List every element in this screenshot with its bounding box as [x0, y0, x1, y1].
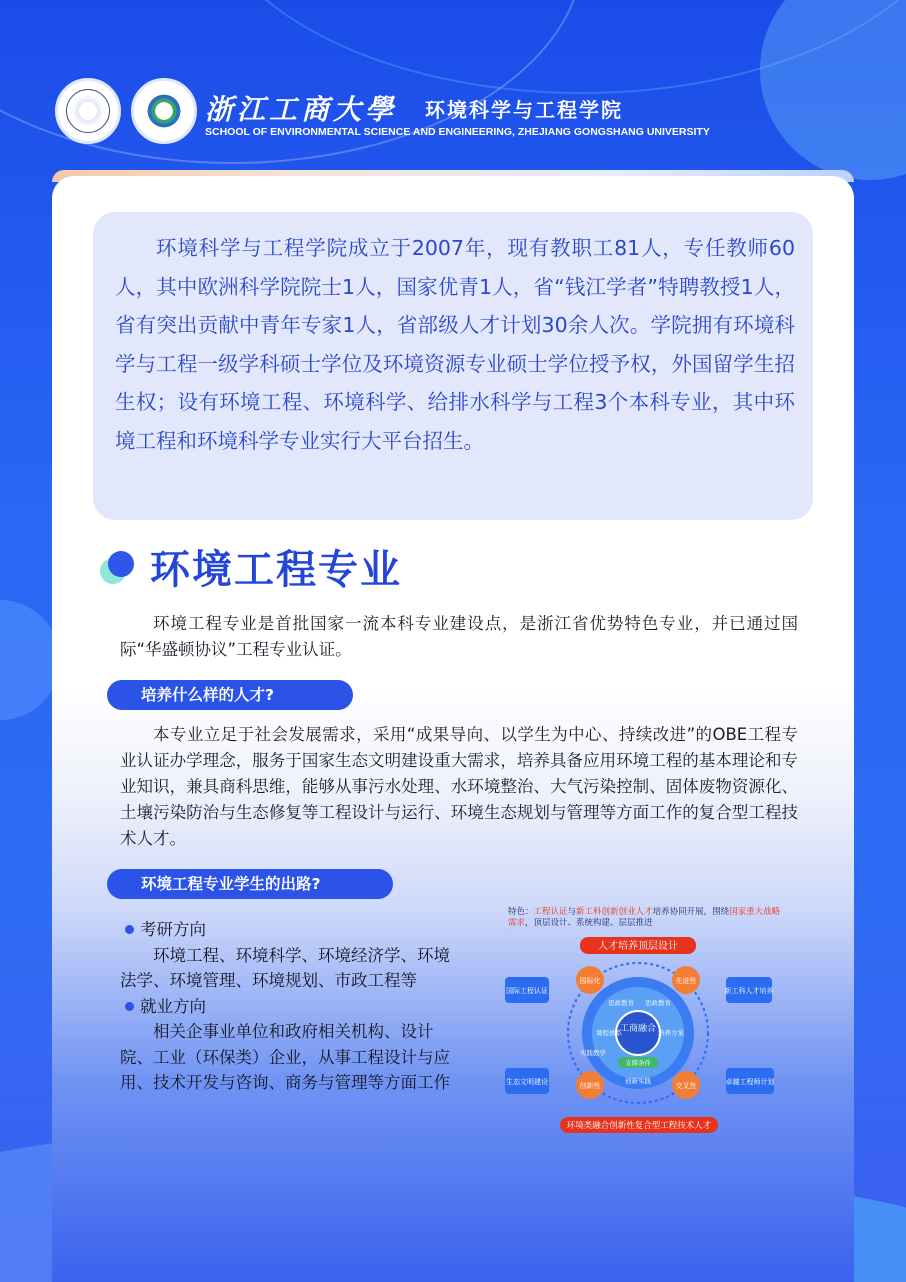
outer-node-label: 交叉性 — [675, 1082, 697, 1090]
ring-label: 思政教育 — [608, 999, 634, 1007]
side-box-label: 国际工程认证 — [506, 987, 548, 995]
bottom-banner-text: 环境类融合创新性复合型工程技术人才 — [566, 1121, 712, 1131]
ring-label: 实践教学 — [580, 1049, 606, 1057]
school-name-english: SCHOOL OF ENVIRONMENTAL SCIENCE AND ENGINEERING, ZHEJIANG GONGSHANG UNIVERSITY — [205, 126, 710, 138]
center-text: 工商融合 — [619, 1024, 657, 1034]
career-title: 就业方向 — [120, 994, 460, 1020]
career-list — [120, 917, 460, 1096]
career-text: 相关企事业单位和政府相关机构、设计院、工业（环保类）企业，从事工程设计与应用、技术开发与咨询、商务与管理等方面工作 — [120, 1022, 450, 1092]
ring-label: 课程体系 — [596, 1029, 622, 1037]
feature-text: ，顶层设计、系统构建、层层推进 — [525, 918, 653, 928]
header — [55, 78, 855, 148]
ring-label: 培养方案 — [658, 1029, 684, 1037]
side-box-label: 新工科人才培养 — [724, 987, 774, 995]
section-title: 环境工程专业 — [150, 547, 402, 593]
feature-highlight: 工程认证 — [533, 907, 568, 917]
section-bullet-icon — [108, 551, 134, 577]
talent-text: 本专业立足于社会发展需求，采用“成果导向、以学生为中心、持续改进”的OBE工程专业认证办学理念，服务于国家生态文明建设重大需求，培养具备应用环境工程的基本理论和专业知识，兼具商科思维，能够从事污水处理、水环境整治、大气污染控制、固体废物资源化、土壤污染防治与生态修复等工程设计与运行、环境生态规划与管理等方面工作的复合型工程技术人才。 — [120, 725, 798, 848]
outer-node-label: 国际化 — [579, 977, 601, 985]
intro-text: 环境科学与工程学院成立于2007年，现有教职工81人，专任教师60人，其中欧洲科学院院士1人，国家优青1人，省“钱江学者”特聘教授1人，省有突出贡献中青年专家1人，省部级人才计划30余人次。学院拥有环境科学与工程一级学科硕士学位及环境资源专业硕士学位授予权，外国留学生招生权；设有环境工程、环境科学、给排水科学与工程3个本科专业，其中环境工程和环境科学专业实行大平台招生。 — [115, 236, 795, 453]
outer-node-label: 创新性 — [579, 1082, 601, 1090]
school-logo — [131, 78, 197, 144]
major-summary: 环境工程专业是首批国家一流本科专业建设点，是浙江省优势特色专业，并已通过国际“华盛顿协议”工程专业认证。 — [120, 614, 798, 659]
ring-label: 创新实践 — [625, 1077, 651, 1085]
feature-prefix: 特色： — [508, 907, 534, 917]
feature-highlight: 新工科创新创业人才 — [576, 907, 653, 917]
diagram-feature-note — [508, 907, 783, 929]
decor-circle — [0, 600, 60, 720]
talent-heading: 培养什么样的人才? — [107, 680, 353, 710]
career-title: 考研方向 — [120, 917, 460, 943]
university-logo — [55, 78, 121, 144]
school-name: 环境科学与工程学院 — [425, 98, 623, 122]
feature-highlight: 国家重大战略需求 — [508, 907, 781, 928]
feature-text: 与 — [567, 907, 577, 917]
side-box-label: 卓越工程师计划 — [725, 1078, 775, 1086]
side-box-label: 生态文明建设 — [506, 1078, 548, 1086]
diagram-svg — [500, 935, 790, 1140]
ring-label: 支撑条件 — [625, 1059, 651, 1067]
career-heading: 环境工程专业学生的出路? — [107, 869, 393, 899]
talent-training-diagram — [500, 935, 790, 1140]
ring-label: 思政教育 — [645, 999, 671, 1007]
career-text: 环境工程、环境科学、环境经济学、环境法学、环境管理、环境规划、市政工程等 — [120, 945, 450, 990]
feature-text: 培养协同开展，围绕 — [652, 907, 730, 917]
university-logo-emblem — [66, 89, 110, 133]
university-name: 浙江工商大學 — [205, 93, 398, 126]
outer-node-label: 先进性 — [675, 977, 697, 985]
school-logo-emblem — [142, 89, 186, 133]
top-banner-text: 人才培养顶层设计 — [598, 941, 678, 952]
